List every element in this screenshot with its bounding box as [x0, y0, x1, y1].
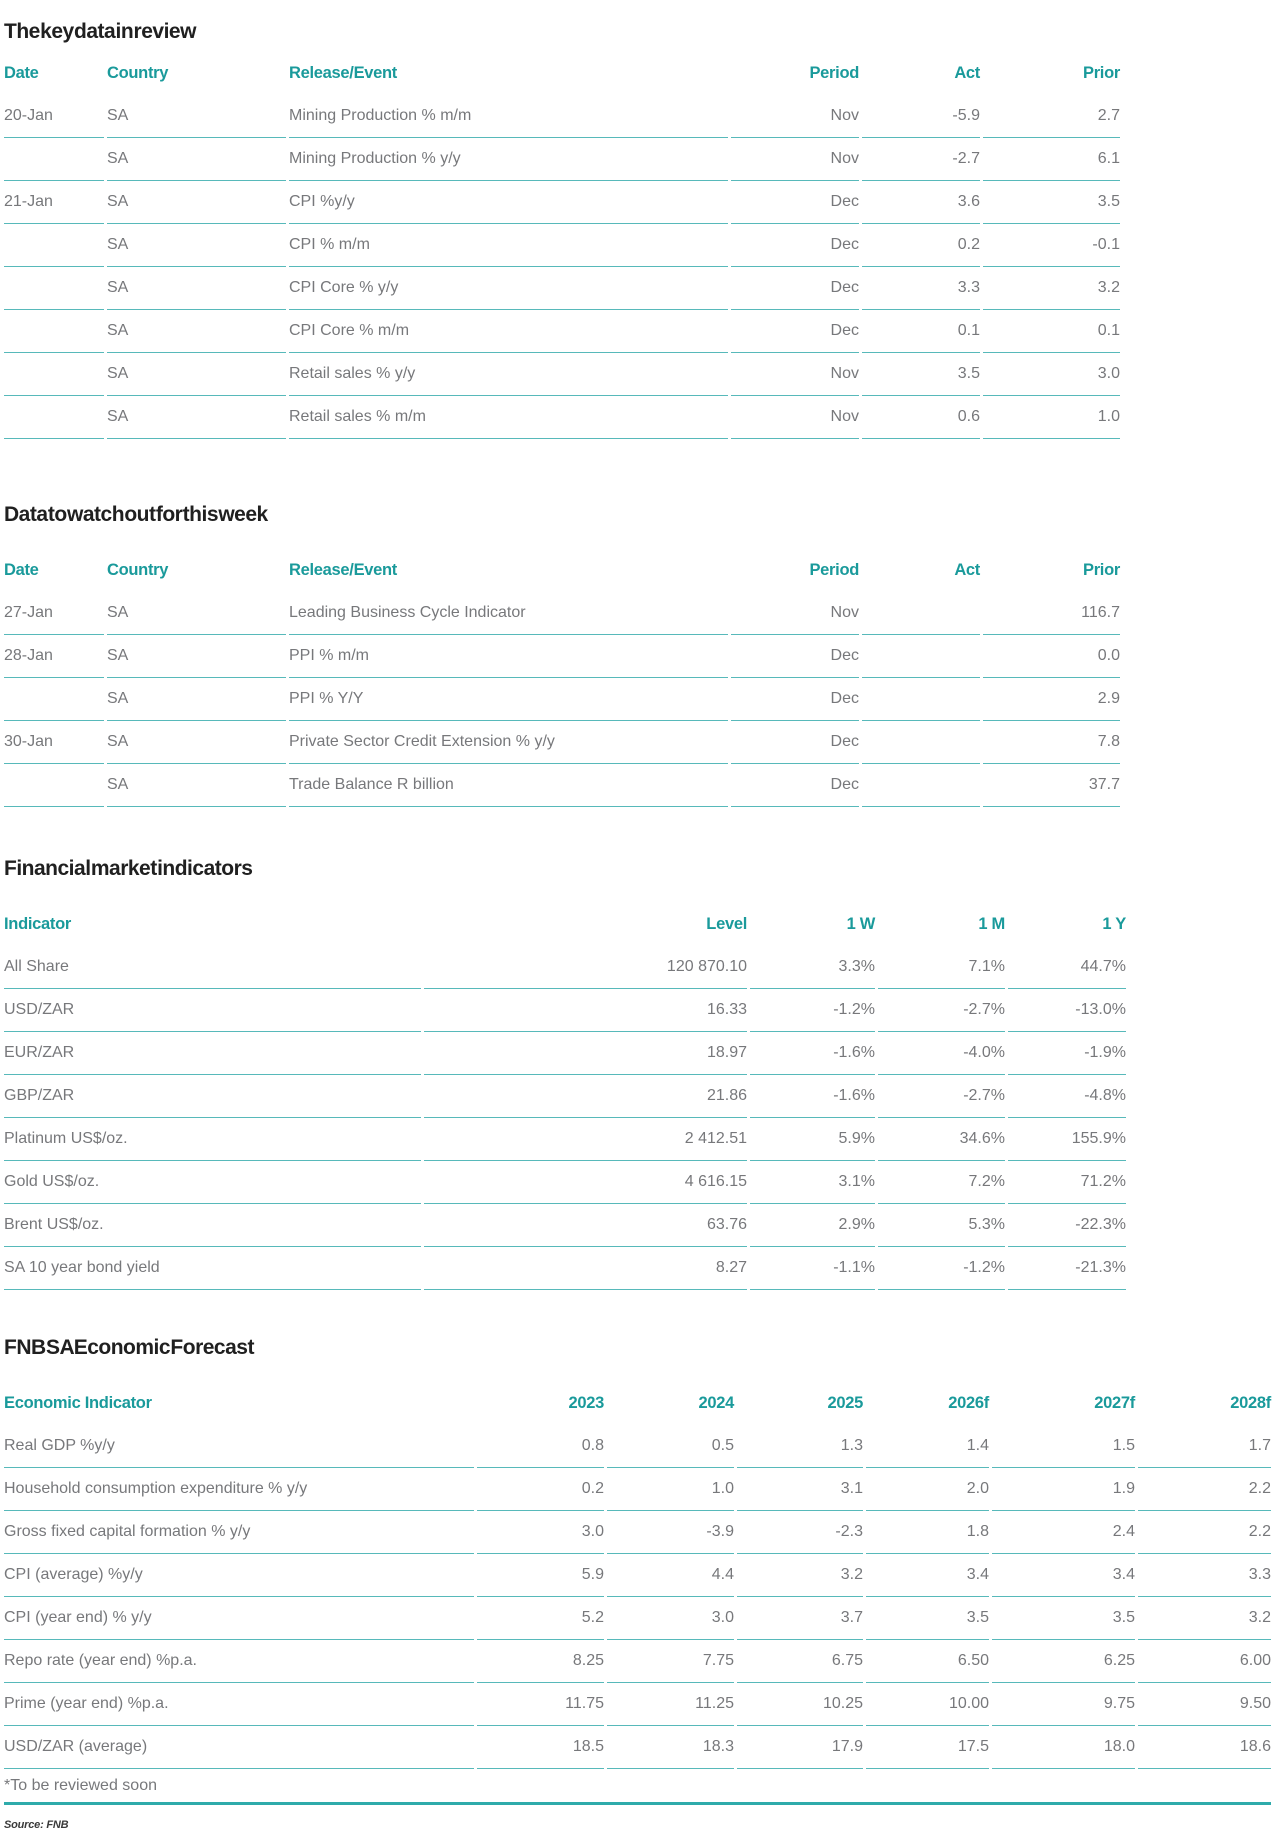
forecast-cell: 1.4: [866, 1425, 989, 1468]
key_data-cell: Nov: [731, 95, 859, 138]
market-cell: 63.76: [424, 1204, 747, 1247]
watch_data-cell: SA: [107, 678, 286, 721]
forecast-cell: 2.2: [1138, 1511, 1271, 1554]
key_data-cell: Nov: [731, 138, 859, 181]
forecast-cell: 3.4: [992, 1554, 1135, 1597]
forecast-cell: 17.5: [866, 1726, 989, 1769]
forecast-cell: 3.2: [1138, 1597, 1271, 1640]
market-cell: 8.27: [424, 1247, 747, 1290]
forecast-cell: 7.75: [607, 1640, 734, 1683]
watch_data-header-row: [4, 548, 1120, 592]
forecast-header-row: [4, 1381, 1271, 1425]
market-cell: Platinum US$/oz.: [4, 1118, 421, 1161]
forecast-cell: 4.4: [607, 1554, 734, 1597]
forecast-cell: 18.5: [477, 1726, 604, 1769]
market-indicators-title: Financial market indicators: [4, 857, 253, 880]
forecast-table-row: [4, 1597, 1271, 1640]
watch_data-cell: 30-Jan: [4, 721, 104, 764]
forecast-cell: 1.0: [607, 1468, 734, 1511]
key_data-cell: [4, 396, 104, 439]
key_data-cell: CPI %y/y: [289, 181, 728, 224]
forecast-cell: 8.25: [477, 1640, 604, 1683]
market-table-row: [4, 1161, 1126, 1204]
forecast-cell: Repo rate (year end) %p.a.: [4, 1640, 474, 1683]
forecast-cell: USD/ZAR (average): [4, 1726, 474, 1769]
market-table-row: [4, 1118, 1126, 1161]
forecast-cell: 3.5: [992, 1597, 1135, 1640]
key_data-table-row: [4, 353, 1120, 396]
watch_data-cell: Leading Business Cycle Indicator: [289, 592, 728, 635]
forecast-cell: 6.75: [737, 1640, 863, 1683]
market-cell: EUR/ZAR: [4, 1032, 421, 1075]
forecast-table-row: [4, 1640, 1271, 1683]
forecast-cell: 1.3: [737, 1425, 863, 1468]
market-cell: -1.1%: [750, 1247, 875, 1290]
watch_data-column-header: Country: [107, 560, 169, 579]
key_data-cell: 6.1: [983, 138, 1120, 181]
market-cell: 44.7%: [1008, 946, 1126, 989]
watch_data-column-header: Act: [954, 560, 980, 579]
market-cell: 155.9%: [1008, 1118, 1126, 1161]
key_data-cell: Dec: [731, 224, 859, 267]
watch_data-table-row: [4, 592, 1120, 635]
market-table-row: [4, 946, 1126, 989]
forecast-cell: 11.25: [607, 1683, 734, 1726]
key_data-cell: SA: [107, 224, 286, 267]
key_data-cell: CPI Core % m/m: [289, 310, 728, 353]
key_data-cell: -5.9: [862, 95, 980, 138]
watch_data-table-row: [4, 635, 1120, 678]
forecast-cell: 5.9: [477, 1554, 604, 1597]
key_data-cell: CPI % m/m: [289, 224, 728, 267]
watch_data-cell: PPI % m/m: [289, 635, 728, 678]
forecast-cell: 11.75: [477, 1683, 604, 1726]
forecast-column-header: 2023: [568, 1393, 604, 1412]
forecast-cell: 3.0: [607, 1597, 734, 1640]
key_data-cell: 3.3: [862, 267, 980, 310]
forecast-column-header: 2028f: [1230, 1393, 1271, 1412]
market-cell: 7.2%: [878, 1161, 1005, 1204]
watch_data-cell: SA: [107, 764, 286, 807]
forecast-table-row: [4, 1468, 1271, 1511]
watch_data-cell: SA: [107, 592, 286, 635]
watch_data-cell: [862, 721, 980, 764]
watch_data-cell: [862, 678, 980, 721]
key_data-cell: 3.2: [983, 267, 1120, 310]
market-cell: -4.8%: [1008, 1075, 1126, 1118]
forecast-cell: Prime (year end) %p.a.: [4, 1683, 474, 1726]
forecast-cell: 1.9: [992, 1468, 1135, 1511]
forecast-cell: CPI (average) %y/y: [4, 1554, 474, 1597]
watch_data-cell: Dec: [731, 721, 859, 764]
key_data-cell: -2.7: [862, 138, 980, 181]
key-data-table: [1, 51, 1123, 439]
market-cell: -1.6%: [750, 1075, 875, 1118]
watch_data-cell: SA: [107, 721, 286, 764]
key_data-table-row: [4, 181, 1120, 224]
watch_data-cell: 7.8: [983, 721, 1120, 764]
forecast-cell: Household consumption expenditure % y/y: [4, 1468, 474, 1511]
forecast-cell: 3.1: [737, 1468, 863, 1511]
watch_data-column-header: Release/Event: [289, 560, 397, 579]
forecast-column-header: Economic Indicator: [4, 1393, 152, 1412]
market-cell: -1.2%: [878, 1247, 1005, 1290]
key_data-cell: [4, 138, 104, 181]
forecast-cell: 0.5: [607, 1425, 734, 1468]
forecast-cell: 10.00: [866, 1683, 989, 1726]
key_data-column-header: Act: [954, 63, 980, 82]
forecast-table-row: [4, 1511, 1271, 1554]
market-cell: USD/ZAR: [4, 989, 421, 1032]
key_data-cell: SA: [107, 396, 286, 439]
forecast-cell: 3.5: [866, 1597, 989, 1640]
watch_data-cell: [4, 764, 104, 807]
forecast-column-header: 2025: [827, 1393, 863, 1412]
market-cell: -22.3%: [1008, 1204, 1126, 1247]
key_data-cell: SA: [107, 353, 286, 396]
key_data-cell: SA: [107, 310, 286, 353]
key_data-cell: 21-Jan: [4, 181, 104, 224]
watch_data-cell: [862, 635, 980, 678]
market-column-header: 1 Y: [1102, 914, 1126, 933]
market-cell: 21.86: [424, 1075, 747, 1118]
market-indicators-table: [1, 902, 1129, 1290]
market-table-row: [4, 1032, 1126, 1075]
watch_data-cell: [862, 592, 980, 635]
forecast-table-row: [4, 1683, 1271, 1726]
economic-forecast-title: FNB SA Economic Forecast: [4, 1336, 254, 1359]
forecast-cell: -3.9: [607, 1511, 734, 1554]
watch_data-cell: 0.0: [983, 635, 1120, 678]
key_data-header-row: [4, 51, 1120, 95]
market-header-row: [4, 902, 1126, 946]
market-cell: -2.7%: [878, 989, 1005, 1032]
key_data-table-row: [4, 138, 1120, 181]
watch_data-cell: Dec: [731, 635, 859, 678]
forecast-column-header: 2026f: [948, 1393, 989, 1412]
key_data-cell: CPI Core % y/y: [289, 267, 728, 310]
market-cell: 4 616.15: [424, 1161, 747, 1204]
watch_data-column-header: Date: [4, 560, 39, 579]
key_data-cell: SA: [107, 95, 286, 138]
watch_data-cell: [4, 678, 104, 721]
key_data-cell: [4, 224, 104, 267]
market-cell: All Share: [4, 946, 421, 989]
key_data-cell: SA: [107, 267, 286, 310]
market-cell: -1.6%: [750, 1032, 875, 1075]
watch_data-cell: Dec: [731, 764, 859, 807]
key_data-cell: 1.0: [983, 396, 1120, 439]
market-cell: -21.3%: [1008, 1247, 1126, 1290]
key_data-cell: 0.6: [862, 396, 980, 439]
watch_data-cell: Trade Balance R billion: [289, 764, 728, 807]
watch_data-cell: PPI % Y/Y: [289, 678, 728, 721]
market-cell: 18.97: [424, 1032, 747, 1075]
forecast-cell: 6.50: [866, 1640, 989, 1683]
forecast-footnote: *To be reviewed soon: [4, 1769, 1271, 1805]
key_data-cell: Mining Production % m/m: [289, 95, 728, 138]
watch-data-table: [1, 548, 1123, 807]
key_data-cell: 2.7: [983, 95, 1120, 138]
forecast-cell: 1.8: [866, 1511, 989, 1554]
market-column-header: 1 W: [846, 914, 875, 933]
market-cell: -4.0%: [878, 1032, 1005, 1075]
market-table-row: [4, 1204, 1126, 1247]
forecast-cell: 3.4: [866, 1554, 989, 1597]
watch_data-table-row: [4, 764, 1120, 807]
key_data-cell: Dec: [731, 267, 859, 310]
watch_data-cell: 2.9: [983, 678, 1120, 721]
economic-forecast-table: [1, 1381, 1274, 1805]
key_data-cell: 3.5: [983, 181, 1120, 224]
key_data-cell: Nov: [731, 396, 859, 439]
key_data-cell: 0.2: [862, 224, 980, 267]
market-cell: Gold US$/oz.: [4, 1161, 421, 1204]
forecast-column-header: 2024: [698, 1393, 734, 1412]
key_data-cell: -0.1: [983, 224, 1120, 267]
key_data-cell: Dec: [731, 181, 859, 224]
market-cell: -1.2%: [750, 989, 875, 1032]
key_data-cell: Retail sales % y/y: [289, 353, 728, 396]
watch-data-title: Data to watch out for this week: [4, 503, 268, 526]
forecast-table-row: [4, 1554, 1271, 1597]
forecast-cell: 1.5: [992, 1425, 1135, 1468]
forecast-cell: 18.3: [607, 1726, 734, 1769]
market-cell: -2.7%: [878, 1075, 1005, 1118]
watch_data-table-row: [4, 721, 1120, 764]
market-cell: SA 10 year bond yield: [4, 1247, 421, 1290]
forecast-cell: 2.2: [1138, 1468, 1271, 1511]
key_data-cell: 3.0: [983, 353, 1120, 396]
watch_data-cell: SA: [107, 635, 286, 678]
forecast-cell: 3.2: [737, 1554, 863, 1597]
market-cell: -13.0%: [1008, 989, 1126, 1032]
key_data-column-header: Period: [809, 63, 859, 82]
market-cell: Brent US$/oz.: [4, 1204, 421, 1247]
market-column-header: Indicator: [4, 914, 71, 933]
key_data-table-row: [4, 310, 1120, 353]
market-column-header: 1 M: [978, 914, 1005, 933]
market-cell: 7.1%: [878, 946, 1005, 989]
forecast-cell: 18.0: [992, 1726, 1135, 1769]
forecast-cell: 0.8: [477, 1425, 604, 1468]
market-cell: 3.3%: [750, 946, 875, 989]
market-cell: 3.1%: [750, 1161, 875, 1204]
key_data-cell: [4, 310, 104, 353]
watch_data-cell: 28-Jan: [4, 635, 104, 678]
forecast-cell: 5.2: [477, 1597, 604, 1640]
watch_data-column-header: Prior: [1082, 560, 1120, 579]
key_data-cell: 3.6: [862, 181, 980, 224]
market-cell: 120 870.10: [424, 946, 747, 989]
key_data-cell: 0.1: [862, 310, 980, 353]
watch_data-cell: 116.7: [983, 592, 1120, 635]
forecast-cell: 2.0: [866, 1468, 989, 1511]
forecast-cell: 3.7: [737, 1597, 863, 1640]
key_data-column-header: Prior: [1082, 63, 1120, 82]
key_data-cell: Nov: [731, 353, 859, 396]
key_data-cell: Dec: [731, 310, 859, 353]
key-data-title: The key data in review: [4, 20, 196, 43]
forecast-cell: 3.3: [1138, 1554, 1271, 1597]
watch_data-cell: Private Sector Credit Extension % y/y: [289, 721, 728, 764]
forecast-table-row: [4, 1726, 1271, 1769]
watch_data-cell: 37.7: [983, 764, 1120, 807]
forecast-cell: 6.00: [1138, 1640, 1271, 1683]
forecast-cell: 17.9: [737, 1726, 863, 1769]
market-cell: 16.33: [424, 989, 747, 1032]
forecast-cell: 6.25: [992, 1640, 1135, 1683]
forecast-cell: Gross fixed capital formation % y/y: [4, 1511, 474, 1554]
market-cell: 5.3%: [878, 1204, 1005, 1247]
key_data-cell: 20-Jan: [4, 95, 104, 138]
key_data-cell: 3.5: [862, 353, 980, 396]
market-cell: 34.6%: [878, 1118, 1005, 1161]
market-cell: 71.2%: [1008, 1161, 1126, 1204]
key_data-column-header: Country: [107, 63, 169, 82]
key_data-cell: [4, 353, 104, 396]
watch_data-table-row: [4, 678, 1120, 721]
watch_data-column-header: Period: [809, 560, 859, 579]
forecast-cell: -2.3: [737, 1511, 863, 1554]
forecast-cell: 3.0: [477, 1511, 604, 1554]
market-table-row: [4, 1247, 1126, 1290]
key_data-table-row: [4, 267, 1120, 310]
key_data-cell: SA: [107, 181, 286, 224]
watch_data-cell: [862, 764, 980, 807]
forecast-cell: 9.75: [992, 1683, 1135, 1726]
market-column-header: Level: [706, 914, 747, 933]
key_data-cell: Retail sales % m/m: [289, 396, 728, 439]
key_data-table-row: [4, 396, 1120, 439]
key_data-cell: [4, 267, 104, 310]
forecast-column-header: 2027f: [1094, 1393, 1135, 1412]
forecast-footnote-row: [4, 1769, 1271, 1805]
market-cell: 2 412.51: [424, 1118, 747, 1161]
forecast-cell: 0.2: [477, 1468, 604, 1511]
key_data-cell: SA: [107, 138, 286, 181]
forecast-cell: CPI (year end) % y/y: [4, 1597, 474, 1640]
market-cell: 2.9%: [750, 1204, 875, 1247]
market-cell: 5.9%: [750, 1118, 875, 1161]
forecast-cell: Real GDP %y/y: [4, 1425, 474, 1468]
forecast-cell: 2.4: [992, 1511, 1135, 1554]
key_data-cell: Mining Production % y/y: [289, 138, 728, 181]
watch_data-cell: Dec: [731, 678, 859, 721]
source-note: Source: FNB: [4, 1819, 69, 1831]
forecast-cell: 9.50: [1138, 1683, 1271, 1726]
market-cell: GBP/ZAR: [4, 1075, 421, 1118]
forecast-cell: 18.6: [1138, 1726, 1271, 1769]
key_data-table-row: [4, 95, 1120, 138]
forecast-cell: 10.25: [737, 1683, 863, 1726]
forecast-cell: 1.7: [1138, 1425, 1271, 1468]
market-table-row: [4, 1075, 1126, 1118]
key_data-column-header: Date: [4, 63, 39, 82]
watch_data-cell: Nov: [731, 592, 859, 635]
key_data-table-row: [4, 224, 1120, 267]
forecast-table-row: [4, 1425, 1271, 1468]
key_data-column-header: Release/Event: [289, 63, 397, 82]
market-table-row: [4, 989, 1126, 1032]
watch_data-cell: 27-Jan: [4, 592, 104, 635]
market-cell: -1.9%: [1008, 1032, 1126, 1075]
key_data-cell: 0.1: [983, 310, 1120, 353]
